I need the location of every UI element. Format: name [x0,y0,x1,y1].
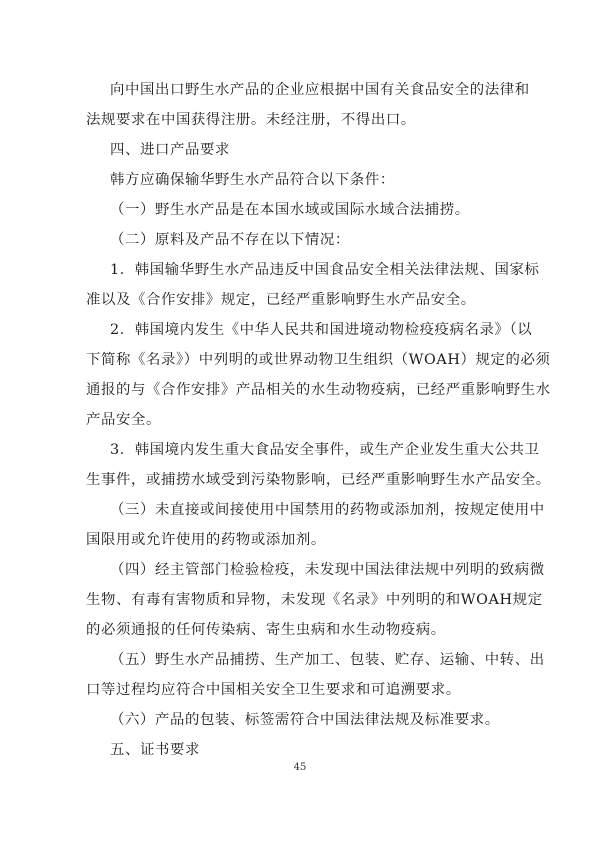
paragraph-line: 国限用或允许使用的药物或添加剂。 [86,532,326,548]
paragraph-line: （二）原料及产品不存在以下情况： [110,232,350,248]
paragraph-line: （一）野生水产品是在本国水域或国际水域合法捕捞。 [110,202,470,218]
paragraph-line: （四）经主管部门检验检疫，未发现中国法律法规中列明的致病微 [110,562,545,578]
paragraph-line: 通报的与《合作安排》产品相关的水生动物疫病，已经严重影响野生水 [86,382,551,398]
paragraph-line: 韩方应确保输华野生水产品符合以下条件： [110,172,395,188]
section-heading: 四、进口产品要求 [110,142,230,158]
paragraph-line: 法规要求在中国获得注册。未经注册，不得出口。 [86,112,416,128]
paragraph-line: （六）产品的包装、标签需符合中国法律法规及标准要求。 [110,712,500,728]
page-number: 45 [293,762,307,773]
paragraph-line: 口等过程均应符合中国相关安全卫生要求和可追溯要求。 [86,682,461,698]
paragraph-line: （三）未直接或间接使用中国禁用的药物或添加剂，按规定使用中 [110,502,545,518]
paragraph-line: 下简称《名录》）中列明的或世界动物卫生组织（WOAH）规定的必须 [86,352,551,368]
paragraph-line: 生物、有毒有害物质和异物，未发现《名录》中列明的和WOAH规定 [86,592,543,608]
paragraph-line: （五）野生水产品捕捞、生产加工、包装、贮存、运输、中转、出 [110,652,545,668]
paragraph-line: 向中国出口野生水产品的企业应根据中国有关食品安全的法律和 [110,82,530,98]
paragraph-line: 3．韩国境内发生重大食品安全事件，或生产企业发生重大公共卫 [110,442,540,458]
paragraph-line: 准以及《合作安排》规定，已经严重影响野生水产品安全。 [86,292,476,308]
section-heading: 五、证书要求 [110,742,200,758]
paragraph-line: 的必须通报的任何传染病、寄生虫病和水生动物疫病。 [86,622,446,638]
paragraph-line: 2．韩国境内发生《中华人民共和国进境动物检疫疫病名录》（以 [110,322,533,338]
paragraph-line: 生事件，或捕捞水域受到污染物影响，已经严重影响野生水产品安全。 [86,472,551,488]
paragraph-line: 1．韩国输华野生水产品违反中国食品安全相关法律法规、国家标 [110,262,540,278]
paragraph-line: 产品安全。 [86,412,161,428]
